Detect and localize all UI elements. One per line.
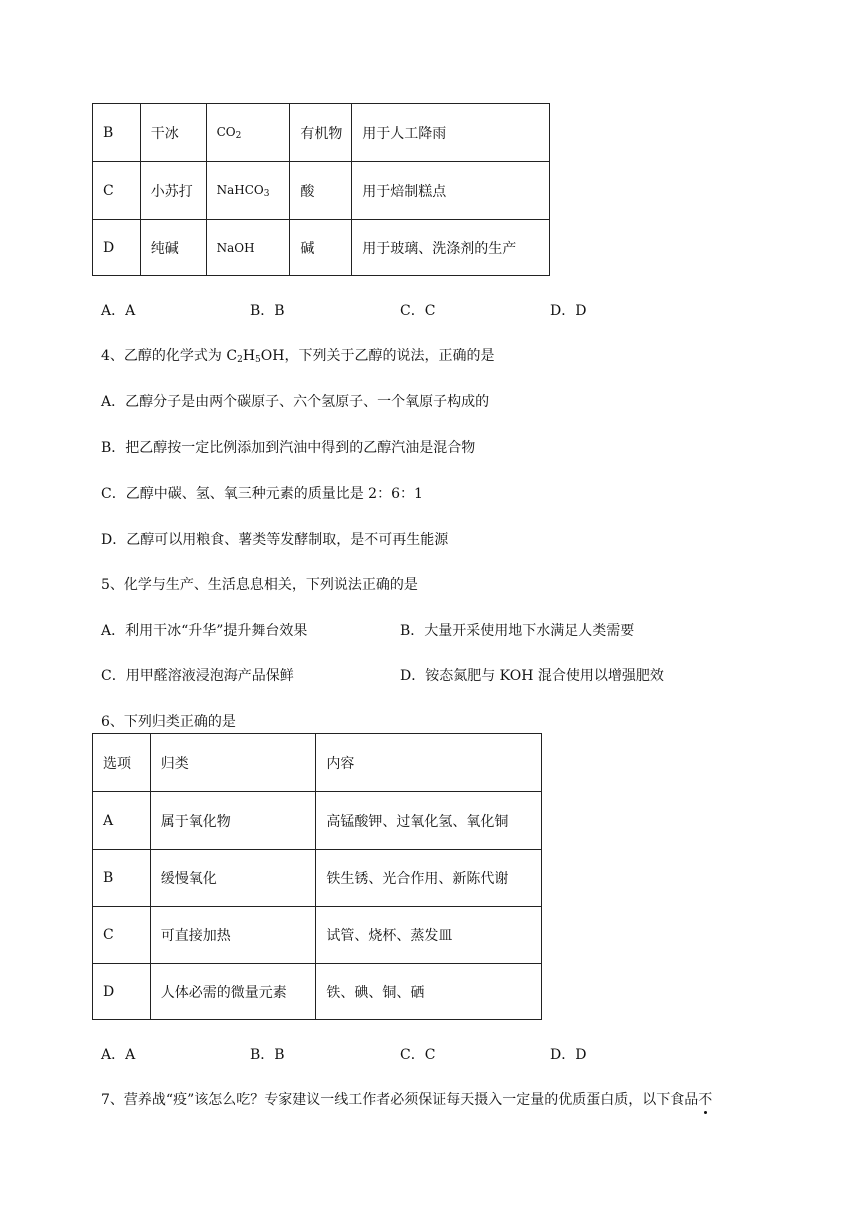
cell-content: 高锰酸钾、过氧化氢、氧化铜	[316, 792, 542, 850]
cell-use: 用于焙制糕点	[352, 162, 550, 220]
formula-sub: 2	[235, 131, 242, 141]
cell-class: 碱	[290, 220, 352, 276]
cell-formula	[206, 162, 290, 220]
q7-emphasis-char: 不	[698, 1089, 712, 1109]
q6-stem: 6、下列归类正确的是	[101, 714, 236, 730]
q6-option-a[interactable]: A．A	[101, 1047, 136, 1063]
q4-stem-part: 4、乙醇的化学式为 C	[101, 348, 238, 364]
cell-option: A	[93, 792, 151, 850]
cell-option: B	[93, 104, 141, 162]
q3-option-c[interactable]: C．C	[400, 303, 436, 319]
cell-content: 铁、碘、铜、硒	[316, 964, 542, 1020]
formula-main: CO	[216, 125, 236, 139]
table-row	[93, 162, 550, 220]
q4-option-a[interactable]: A．乙醇分子是由两个碳原子、六个氢原子、一个氧原子构成的	[101, 394, 490, 410]
cell-content: 试管、烧杯、蒸发皿	[316, 907, 542, 964]
cell-class: 酸	[290, 162, 352, 220]
q5-option-a[interactable]: A．利用干冰“升华”提升舞台效果	[101, 623, 308, 639]
table-row	[93, 964, 542, 1020]
formula-sub: 3	[263, 189, 270, 199]
cell-class: 有机物	[290, 104, 352, 162]
cell-category: 属于氧化物	[150, 792, 316, 850]
q5-option-b[interactable]: B．大量开采使用地下水满足人类需要	[400, 623, 635, 639]
q5-stem: 5、化学与生产、生活息息相关，下列说法正确的是	[101, 577, 418, 593]
q3-option-d[interactable]: D．D	[550, 303, 587, 319]
cell-category: 缓慢氧化	[150, 850, 316, 907]
table-row	[93, 220, 550, 276]
cell-option: C	[93, 907, 151, 964]
q4-stem-sub: 5	[255, 355, 261, 365]
cell-category: 人体必需的微量元素	[150, 964, 316, 1020]
header-content: 内容	[316, 734, 542, 792]
cell-option: D	[93, 220, 141, 276]
cell-formula	[206, 220, 290, 276]
q4-option-d[interactable]: D．乙醇可以用粮食、薯类等发酵制取，是不可再生能源	[101, 532, 449, 548]
cell-category: 可直接加热	[150, 907, 316, 964]
classification-table	[92, 733, 542, 1020]
q3-option-a[interactable]: A．A	[101, 303, 136, 319]
cell-option: D	[93, 964, 151, 1020]
q6-option-c[interactable]: C．C	[400, 1047, 436, 1063]
table-row	[93, 104, 550, 162]
formula-main: NaOH	[216, 240, 255, 255]
formula-main: NaHCO	[216, 183, 264, 197]
q3-option-b[interactable]: B．B	[250, 303, 285, 319]
q5-option-c[interactable]: C．用甲醛溶液浸泡海产品保鲜	[101, 668, 294, 684]
cell-formula	[206, 104, 290, 162]
cell-option: C	[93, 162, 141, 220]
q4-stem-sub: 2	[237, 355, 243, 365]
q7-stem-text: 7、营养战“疫”该怎么吃？专家建议一线工作者必须保证每天摄入一定量的优质蛋白质，以下食品	[101, 1092, 699, 1108]
substance-table	[92, 103, 550, 276]
cell-use: 用于人工降雨	[352, 104, 550, 162]
cell-common-name: 纯碱	[140, 220, 206, 276]
cell-option: B	[93, 850, 151, 907]
cell-common-name: 干冰	[140, 104, 206, 162]
q6-option-d[interactable]: D．D	[550, 1047, 587, 1063]
table-row	[93, 907, 542, 964]
header-option: 选项	[93, 734, 151, 792]
table-row	[93, 850, 542, 907]
q5-option-d[interactable]: D．铵态氮肥与 KOH 混合使用以增强肥效	[400, 668, 664, 684]
q4-stem-part: H	[242, 348, 256, 364]
q4-option-b[interactable]: B．把乙醇按一定比例添加到汽油中得到的乙醇汽油是混合物	[101, 440, 476, 456]
table-header-row	[93, 734, 542, 792]
table-row	[93, 792, 542, 850]
cell-use: 用于玻璃、洗涤剂的生产	[352, 220, 550, 276]
cell-content: 铁生锈、光合作用、新陈代谢	[316, 850, 542, 907]
q4-stem-part: OH，下列关于乙醇的说法，正确的是	[260, 348, 495, 364]
q6-option-b[interactable]: B．B	[250, 1047, 285, 1063]
cell-common-name: 小苏打	[140, 162, 206, 220]
q4-option-c[interactable]: C．乙醇中碳、氢、氧三种元素的质量比是 2：6：1	[101, 486, 423, 502]
q4-stem	[101, 345, 494, 365]
header-category: 归类	[150, 734, 316, 792]
q7-stem	[101, 1089, 712, 1109]
